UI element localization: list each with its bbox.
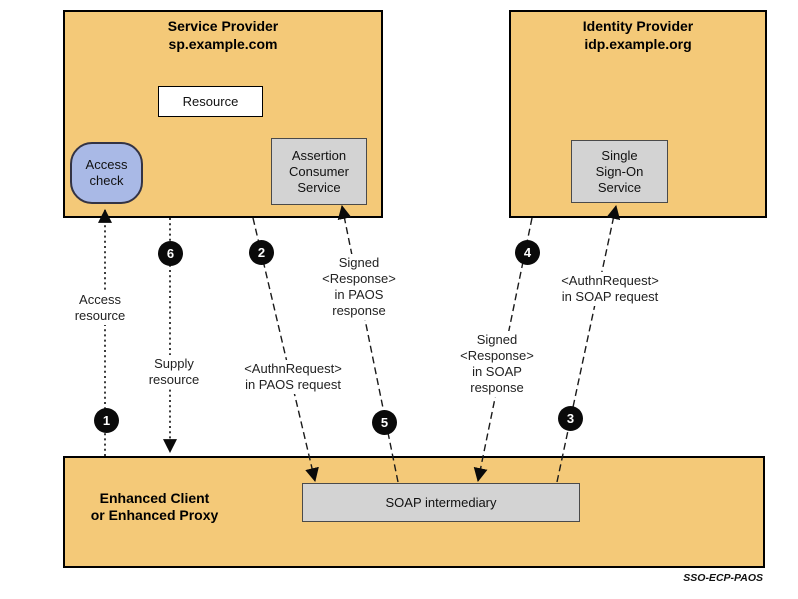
label-signed-response-paos xyxy=(307,254,411,320)
label-signed-response-soap-line1: Signed xyxy=(476,332,518,347)
label-authnrequest-soap-line1: <AuthnRequest> xyxy=(561,273,659,288)
label-supply-resource-line2: resource xyxy=(148,372,200,387)
label-access-resource-line2: resource xyxy=(74,308,126,323)
arrow-step3-authnrequest-soap xyxy=(557,206,616,482)
label-authnrequest-soap-line2: in SOAP request xyxy=(561,289,659,304)
step-marker-5 xyxy=(372,410,397,435)
label-signed-response-soap-line4: response xyxy=(470,380,524,395)
label-authnrequest-paos-line2: in PAOS request xyxy=(245,377,341,392)
label-supply-resource xyxy=(134,355,214,389)
enhanced-client-title-line2: or Enhanced Proxy xyxy=(90,507,219,523)
identity-provider-name: Identity Provider xyxy=(582,18,694,34)
step-number-1: 1 xyxy=(102,413,111,428)
service-provider-domain: sp.example.com xyxy=(168,36,278,52)
step-number-6: 6 xyxy=(166,246,175,261)
step-marker-6 xyxy=(158,241,183,266)
label-access-resource xyxy=(60,291,140,325)
label-authnrequest-soap xyxy=(540,272,680,306)
arrow-step5-signed-response-paos xyxy=(342,206,398,482)
step-marker-1 xyxy=(94,408,119,433)
step-number-3: 3 xyxy=(566,411,575,426)
step-marker-4 xyxy=(515,240,540,265)
assertion-consumer-service-label: Assertion Consumer Service xyxy=(289,147,349,195)
label-signed-response-paos-line3: in PAOS xyxy=(334,287,384,302)
soap-intermediary-label: SOAP intermediary xyxy=(385,494,497,510)
label-access-resource-line1: Access xyxy=(79,292,121,307)
step-number-2: 2 xyxy=(257,245,266,260)
label-authnrequest-paos-line1: <AuthnRequest> xyxy=(244,361,342,376)
step-number-4: 4 xyxy=(523,245,532,260)
label-signed-response-paos-line1: Signed xyxy=(338,255,380,270)
label-supply-resource-line1: Supply xyxy=(154,356,194,371)
label-signed-response-paos-line2: <Response> xyxy=(322,271,396,286)
label-signed-response-soap-line2: <Response> xyxy=(460,348,534,363)
single-sign-on-service-label: Single Sign-On Service xyxy=(595,147,644,195)
step-marker-3 xyxy=(558,406,583,431)
figure-tag: SSO-ECP-PAOS xyxy=(683,572,763,584)
label-signed-response-soap-line3: in SOAP xyxy=(472,364,522,379)
label-authnrequest-paos xyxy=(223,360,363,394)
label-signed-response-soap xyxy=(445,331,549,397)
enhanced-client-title-line1: Enhanced Client xyxy=(99,490,210,506)
identity-provider-domain: idp.example.org xyxy=(584,36,692,52)
step-marker-2 xyxy=(249,240,274,265)
service-provider-name: Service Provider xyxy=(167,18,279,34)
step-number-5: 5 xyxy=(380,415,389,430)
access-check-label: Access check xyxy=(85,157,128,188)
label-signed-response-paos-line4: response xyxy=(332,303,386,318)
resource-label: Resource xyxy=(182,93,239,109)
